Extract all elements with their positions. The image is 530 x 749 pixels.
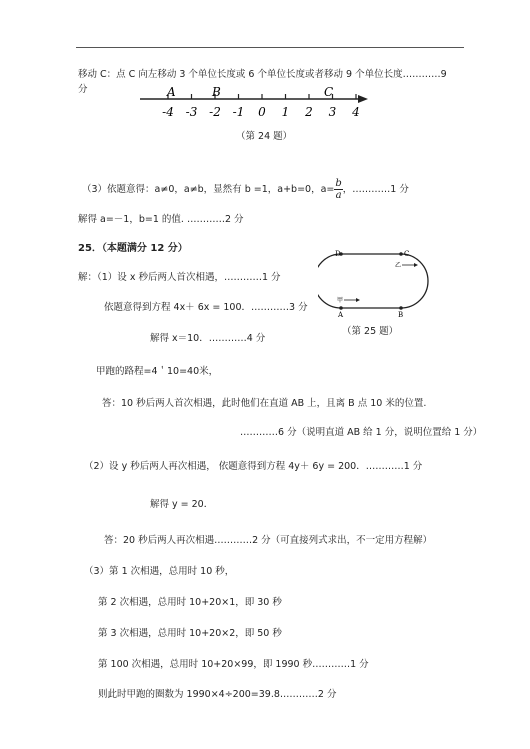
- move-c-line: 移动 C：点 C 向左移动 3 个单位长度或 6 个单位长度或者移动 9 个单位长度…………9: [78, 69, 447, 80]
- part3-suffix: ，…………1 分: [342, 184, 409, 195]
- number-line: [130, 86, 380, 122]
- solve-1-line: 解得 x＝10．…………4 分: [150, 333, 266, 344]
- meet-100-line: 第 100 次相遇，总用时 10+20×99，即 1990 秒…………1 分: [98, 659, 369, 670]
- track-label-b: B: [398, 311, 404, 318]
- track-label-c: C: [404, 250, 410, 258]
- meet-1-line: （3）第 1 次相遇，总用时 10 秒，: [84, 566, 235, 577]
- part3-prefix: （3）依题意得：a≠0，a≠b，显然有 b =1，a+b=0，a=: [82, 184, 335, 195]
- point-label-b: B: [212, 86, 221, 99]
- meet-3-line: 第 3 次相遇，总用时 10+20×2，即 50 秒: [98, 628, 282, 639]
- header-rule: [76, 47, 464, 48]
- track-label-d: D: [335, 250, 341, 258]
- eq-1-line: 依题意得到方程 4x＋ 6x = 100．…………3 分: [104, 302, 308, 313]
- track-outline: [318, 254, 428, 308]
- runner-label-yi: 乙: [395, 262, 402, 269]
- meet-2-line: 第 2 次相遇，总用时 10+20×1，即 30 秒: [98, 597, 282, 608]
- point-label-a: A: [167, 86, 176, 99]
- track-diagram: [318, 248, 436, 318]
- solve-2-line: 解得 y = 20．: [150, 499, 214, 510]
- score-1-line: …………6 分（说明直道 AB 给 1 分，说明位置给 1 分）: [240, 427, 483, 438]
- runner-label-jia: 甲: [337, 297, 344, 304]
- sol-2-line: （2）设 y 秒后两人再次相遇， 依题意得到方程 4y＋ 6y = 200．…………1 分: [84, 461, 423, 472]
- number-line-tick-label: 1: [281, 105, 290, 119]
- laps-line: 则此时甲跑的圈数为 1990×4÷200=39.8…………2 分: [98, 689, 337, 700]
- track-point-a: [339, 306, 343, 310]
- fig25-caption: （第 25 题）: [342, 326, 399, 337]
- move-c-score: 分: [78, 84, 88, 95]
- part3-line: [82, 178, 409, 201]
- number-line-tick-label: 0: [258, 105, 266, 119]
- number-line-arrow: [358, 95, 368, 103]
- fig24-caption: （第 24 题）: [236, 131, 293, 142]
- solved-ab-line: 解得 a=－1，b=1 的值. …………2 分: [78, 214, 244, 225]
- number-line-tick-label: -2: [209, 105, 221, 119]
- fraction-b-over-a: [334, 178, 342, 201]
- q25-title: 25．（本题满分 12 分）: [78, 243, 188, 254]
- point-label-c: C: [324, 86, 334, 99]
- runner-yi-arrowhead: [414, 263, 418, 267]
- answer-1-line: 答：10 秒后两人首次相遇，此时他们在直道 AB 上，且离 B 点 10 米的位置.: [102, 398, 427, 409]
- runner-jia-arrowhead: [356, 298, 360, 302]
- distance-line: 甲跑的路程=4＇10=40米，: [96, 366, 219, 377]
- track-label-a: A: [338, 311, 344, 318]
- number-line-tick-label: 2: [305, 105, 313, 119]
- track-point-b: [399, 306, 403, 310]
- number-line-tick-label: -1: [232, 105, 245, 119]
- answer-2-line: 答：20 秒后两人再次相遇…………2 分（可直接列式求出，不一定用方程解）: [104, 535, 433, 546]
- number-line-tick-label: 4: [352, 105, 360, 119]
- number-line-tick-label: 3: [328, 105, 337, 119]
- fraction-denominator: a: [335, 190, 342, 201]
- number-line-tick-label: -4: [162, 105, 174, 119]
- sol-1-line: 解：（1）设 x 秒后两人首次相遇，…………1 分: [78, 272, 281, 283]
- fraction-numerator: b: [335, 178, 342, 189]
- track-point-c: [399, 252, 403, 256]
- number-line-tick-label: -3: [185, 105, 198, 119]
